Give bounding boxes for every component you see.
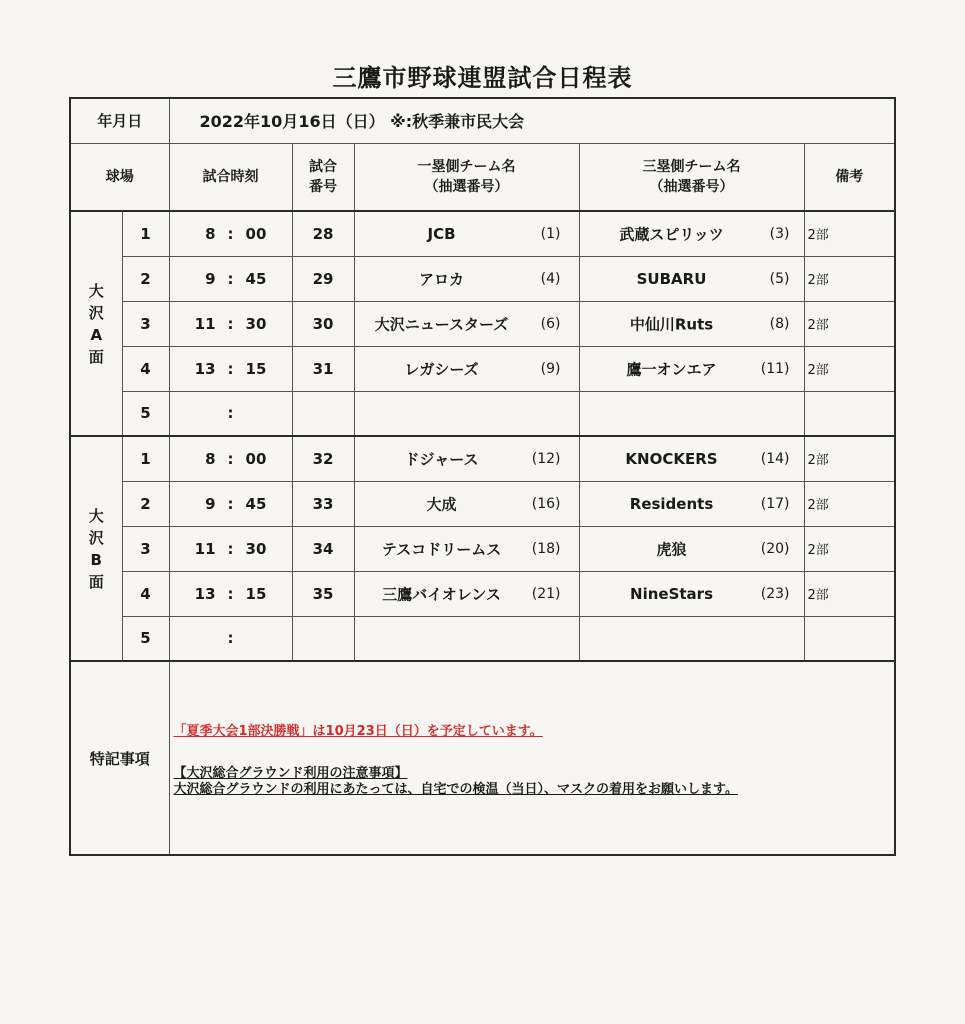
- table-row: [70, 481, 895, 526]
- venue-label: [70, 436, 122, 661]
- draw-number: (12): [531, 450, 561, 467]
- time-minute: 15: [245, 584, 267, 603]
- table-row: [70, 301, 895, 346]
- time-separator: :: [227, 539, 234, 558]
- time-hour: 11: [194, 314, 216, 333]
- team-name: テスコドリームス: [381, 540, 502, 558]
- header-match-no-line2: 番号: [309, 178, 338, 195]
- draw-number: (5): [769, 270, 790, 287]
- match-number: 31: [292, 346, 354, 391]
- special-line1: 【大沢総合グラウンド利用の注意事項】: [173, 766, 408, 781]
- header-match-no: [292, 143, 354, 211]
- header-third-base-line2: （抽選番号）: [649, 178, 734, 195]
- draw-number: (6): [540, 315, 561, 332]
- time-separator: :: [227, 449, 234, 468]
- venue-char: 面: [88, 347, 104, 366]
- match-time: [169, 301, 292, 346]
- draw-number: (4): [540, 270, 561, 287]
- header-first-base-line1: 一塁側チーム名: [417, 158, 516, 175]
- draw-number: (11): [760, 360, 790, 377]
- team-name: 武蔵スピリッツ: [619, 225, 724, 244]
- team-name: ドジャース: [404, 450, 479, 469]
- special-line2: 大沢総合グラウンドの利用にあたっては、自宅での検温（当日）、マスクの着用をお願いします。: [173, 782, 738, 797]
- venue-a-rows: [70, 211, 895, 436]
- time-hour: 8: [205, 449, 216, 468]
- row-number: 2: [122, 256, 169, 301]
- time-hour: 11: [194, 539, 216, 558]
- draw-number: (14): [760, 450, 790, 467]
- third-base-team: [579, 436, 804, 481]
- row-notes: 2部: [804, 526, 895, 571]
- match-number: 29: [292, 256, 354, 301]
- match-time: [169, 526, 292, 571]
- draw-number: (17): [760, 495, 790, 512]
- header-row: [70, 143, 895, 211]
- match-number: [292, 391, 354, 436]
- schedule-table: [69, 97, 896, 856]
- table-row: [70, 256, 895, 301]
- match-number: 33: [292, 481, 354, 526]
- team-name: 虎狼: [656, 540, 687, 558]
- time-hour: 8: [205, 224, 216, 243]
- row-number: 3: [122, 301, 169, 346]
- table-row: [70, 526, 895, 571]
- page-title: 三鷹市野球連盟試合日程表: [332, 64, 633, 92]
- date-label: 年月日: [70, 98, 169, 143]
- header-match-no-line1: 試合: [309, 158, 338, 175]
- time-separator: :: [227, 494, 234, 513]
- draw-number: (20): [760, 540, 790, 557]
- time-minute: 00: [245, 224, 267, 243]
- match-time: [169, 211, 292, 256]
- team-name: JCB: [427, 224, 456, 243]
- time-minute: 15: [245, 359, 267, 378]
- third-base-team: [579, 391, 804, 436]
- row-number: 3: [122, 526, 169, 571]
- time-separator: :: [227, 404, 234, 423]
- date-value: 2022年10月16日（日） ※:秋季兼市民大会: [169, 98, 895, 143]
- table-row: [70, 616, 895, 661]
- row-number: 2: [122, 481, 169, 526]
- time-separator: :: [227, 359, 234, 378]
- team-name: アロカ: [419, 270, 465, 288]
- time-separator: :: [227, 224, 234, 243]
- venue-char: 沢: [88, 528, 104, 547]
- first-base-team: [354, 346, 579, 391]
- draw-number: (18): [531, 540, 561, 557]
- draw-number: (8): [769, 315, 790, 332]
- time-separator: :: [227, 314, 234, 333]
- header-venue: 球場: [70, 143, 169, 211]
- match-number: 32: [292, 436, 354, 481]
- draw-number: (9): [540, 360, 561, 377]
- match-time: [169, 481, 292, 526]
- match-number: 30: [292, 301, 354, 346]
- first-base-team: [354, 256, 579, 301]
- time-hour: 9: [205, 494, 216, 513]
- venue-char: 面: [88, 572, 104, 591]
- first-base-team: [354, 301, 579, 346]
- row-notes: [804, 616, 895, 661]
- row-notes: 2部: [804, 346, 895, 391]
- venue-char: 沢: [88, 303, 104, 322]
- third-base-team: [579, 526, 804, 571]
- header-notes: 備考: [804, 143, 895, 211]
- row-notes: 2部: [804, 481, 895, 526]
- venue-char: A: [90, 325, 103, 344]
- team-name: 中仙川Ruts: [629, 315, 714, 333]
- first-base-team: [354, 616, 579, 661]
- match-number: 28: [292, 211, 354, 256]
- draw-number: (21): [531, 585, 561, 602]
- table-row: [70, 436, 895, 481]
- match-time: [169, 616, 292, 661]
- row-notes: [804, 391, 895, 436]
- special-row: [70, 661, 895, 855]
- venue-char: B: [90, 550, 102, 569]
- time-minute: 30: [245, 314, 267, 333]
- team-name: 三鷹バイオレンス: [382, 585, 501, 603]
- row-number: 5: [122, 616, 169, 661]
- time-hour: 13: [194, 584, 216, 603]
- match-time: [169, 571, 292, 616]
- third-base-team: [579, 256, 804, 301]
- match-number: [292, 616, 354, 661]
- row-notes: 2部: [804, 256, 895, 301]
- team-name: KNOCKERS: [625, 449, 718, 468]
- draw-number: (23): [760, 585, 790, 602]
- third-base-team: [579, 481, 804, 526]
- first-base-team: [354, 436, 579, 481]
- header-time: 試合時刻: [169, 143, 292, 211]
- time-separator: :: [227, 629, 234, 648]
- time-minute: 30: [245, 539, 267, 558]
- row-notes: 2部: [804, 301, 895, 346]
- special-label: 特記事項: [70, 661, 169, 855]
- first-base-team: [354, 526, 579, 571]
- date-row: [70, 98, 895, 143]
- header-first-base: [354, 143, 579, 211]
- third-base-team: [579, 211, 804, 256]
- time-hour: 9: [205, 269, 216, 288]
- team-name: 大沢ニュースターズ: [374, 315, 509, 333]
- match-time: [169, 346, 292, 391]
- first-base-team: [354, 481, 579, 526]
- team-name: Residents: [629, 494, 714, 513]
- first-base-team: [354, 391, 579, 436]
- venue-char: 大: [88, 281, 104, 300]
- row-number: 1: [122, 436, 169, 481]
- team-name: NineStars: [630, 584, 713, 603]
- table-row: [70, 391, 895, 436]
- time-minute: 45: [245, 269, 267, 288]
- special-content: [169, 661, 895, 855]
- row-notes: 2部: [804, 571, 895, 616]
- match-time: [169, 256, 292, 301]
- third-base-team: [579, 616, 804, 661]
- team-name: レガシーズ: [404, 360, 479, 378]
- third-base-team: [579, 346, 804, 391]
- row-number: 5: [122, 391, 169, 436]
- row-number: 4: [122, 346, 169, 391]
- venue-char: 大: [88, 506, 104, 525]
- draw-number: (3): [769, 225, 790, 242]
- time-separator: :: [227, 269, 234, 288]
- header-first-base-line2: （抽選番号）: [424, 178, 509, 195]
- row-number: 1: [122, 211, 169, 256]
- row-notes: 2部: [804, 436, 895, 481]
- third-base-team: [579, 571, 804, 616]
- time-minute: 45: [245, 494, 267, 513]
- first-base-team: [354, 211, 579, 256]
- third-base-team: [579, 301, 804, 346]
- table-row: [70, 211, 895, 256]
- first-base-team: [354, 571, 579, 616]
- match-number: 35: [292, 571, 354, 616]
- row-number: 4: [122, 571, 169, 616]
- table-row: [70, 346, 895, 391]
- draw-number: (1): [540, 225, 561, 242]
- team-name: SUBARU: [636, 269, 707, 288]
- match-time: [169, 436, 292, 481]
- header-third-base: [579, 143, 804, 211]
- match-time: [169, 391, 292, 436]
- team-name: 大成: [426, 495, 457, 513]
- time-hour: 13: [194, 359, 216, 378]
- venue-label: [70, 211, 122, 436]
- special-red-text: 「夏季大会1部決勝戦」は10月23日（日）を予定しています。: [173, 724, 543, 739]
- draw-number: (16): [531, 495, 561, 512]
- time-minute: 00: [245, 449, 267, 468]
- header-third-base-line1: 三塁側チーム名: [642, 158, 741, 175]
- table-row: [70, 571, 895, 616]
- team-name: 鷹一オンエア: [626, 360, 717, 378]
- time-separator: :: [227, 584, 234, 603]
- venue-b-rows: [70, 436, 895, 661]
- row-notes: 2部: [804, 211, 895, 256]
- match-number: 34: [292, 526, 354, 571]
